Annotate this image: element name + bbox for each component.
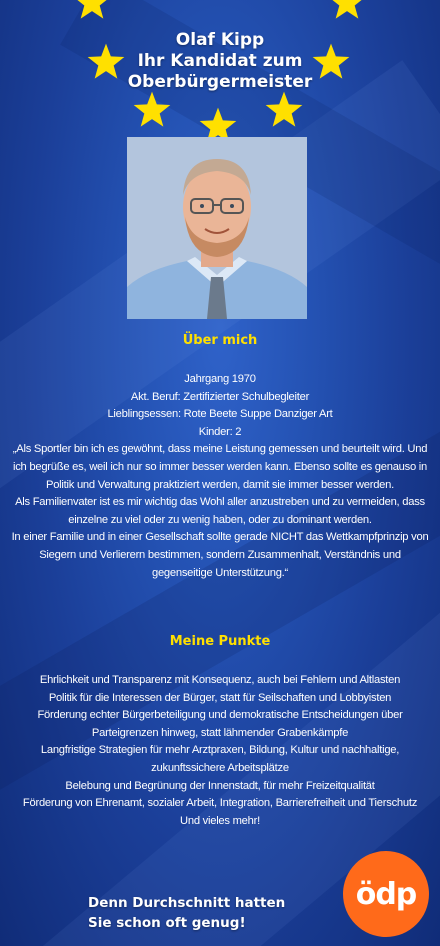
point-item: Belebung und Begrünung der Innenstadt, für mehr Freizeitqualität [65, 779, 375, 792]
slogan-line-1: Denn Durchschnitt hatten [88, 895, 286, 911]
points-list [8, 672, 432, 830]
title-line-2: Ihr Kandidat zum [137, 51, 303, 71]
point-item: Politik für die Interessen der Bürger, statt für Seilschaften und Lobbyisten [48, 691, 392, 704]
about-text [8, 371, 432, 582]
about-line: Akt. Beruf: Zertifizierter Schulbegleiter [130, 390, 310, 403]
eu-star-icon [72, 0, 112, 22]
odp-party-logo: ödp [343, 851, 429, 937]
about-heading: Über mich [182, 333, 258, 348]
slogan-line-2: Sie schon oft genug! [88, 915, 246, 931]
points-heading: Meine Punkte [169, 634, 271, 649]
point-item: Ehrlichkeit und Transparenz mit Konsequenz, auch bei Fehlern und Altlasten [39, 674, 401, 686]
candidate-portrait [127, 137, 307, 319]
slogan [88, 893, 285, 933]
about-quote: „Als Sportler bin ich es gewöhnt, dass meine Leistung gemessen und beurteilt wird. Und ich begrüße es, weil ich nur so immer besser werden kann. Ebenso sollte es genauso in Politik und Verwaltung praktiziert werden, damit sie immer besser werden. [12, 443, 428, 491]
flyer-title [0, 30, 440, 93]
point-item: Förderung von Ehrenamt, sozialer Arbeit, Integration, Barrierefreiheit und Tierschutz [22, 797, 418, 810]
point-item: Langfristige Strategien für mehr Arztpraxen, Bildung, Kultur und nachhaltige, zukunftssichere Arbeitsplätze [40, 744, 400, 774]
about-line: Jahrgang 1970 [184, 373, 256, 385]
title-line-3: Oberbürgermeister [127, 72, 313, 92]
about-line: Kinder: 2 [198, 425, 242, 438]
about-line: Lieblingsessen: Rote Beete Suppe Danziger Art [107, 408, 333, 421]
eu-star-icon [264, 90, 304, 130]
eu-star-icon [327, 0, 367, 22]
about-quote: In einer Familie und in einer Gesellschaft sollte gerade NICHT das Wettkampfprinzip von Siegern und Verlierern bestimmen, sondern Zusammenhalt, Verständnis und gegenseitige Unterstützung.“ [11, 531, 429, 579]
point-item: Und vieles mehr! [180, 814, 260, 827]
about-quote: Als Familienvater ist es mir wichtig das Wohl aller anzustreben und zu vermeiden, dass einzelne zu viel oder zu wenig haben, oder zu dominant werden. [15, 496, 425, 526]
eu-star-icon [132, 90, 172, 130]
point-item: Förderung echter Bürgerbeteiligung und demokratische Entscheidungen über Parteigrenzen hinweg, statt lähmender Grabenkämpfe [37, 709, 403, 739]
candidate-name: Olaf Kipp [175, 30, 265, 50]
